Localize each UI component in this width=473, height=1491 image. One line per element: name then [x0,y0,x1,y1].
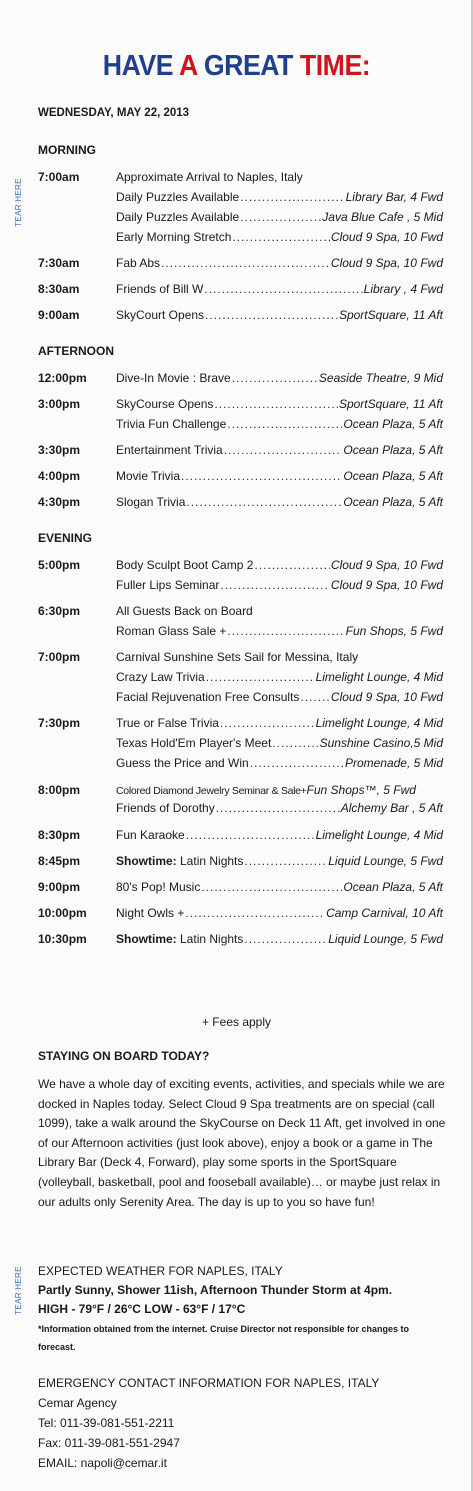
event-row: Crazy Law Trivia ..... Limelight Lounge, 4 Mid [116,670,443,684]
event-row: Body Sculpt Boot Camp 2 ..... Cloud 9 Spa, 10 Fwd [116,558,443,572]
event-row: Fun Karaoke ..... Limelight Lounge, 4 Mid [116,828,443,842]
emergency-tel: Tel: 011-39-081-551-2211 [38,1416,175,1430]
event-row: Colored Diamond Jewelry Seminar & Sale+ Fun Shops™, 5 Fwd [116,783,416,797]
event-row: Night Owls + ..... Camp Carnival, 10 Aft [116,906,443,920]
event-row: Facial Rejuvenation Free Consults ..... Cloud 9 Spa, 10 Fwd [116,690,443,704]
time-label: 10:30pm [38,932,87,946]
event-row: SkyCourse Opens ..... SportSquare, 11 Aft [116,397,443,411]
event-row: SkyCourt Opens ..... SportSquare, 11 Aft [116,308,443,322]
section-afternoon: AFTERNOON [38,344,114,358]
schedule-date: WEDNESDAY, MAY 22, 2013 [38,107,190,119]
time-label: 9:00am [38,308,80,322]
section-evening: EVENING [38,531,93,545]
event-row: Showtime: Latin Nights ..... Liquid Lounge, 5 Fwd [116,854,443,868]
weather-heading: EXPECTED WEATHER FOR NAPLES, ITALY [38,1264,283,1278]
emergency-heading: EMERGENCY CONTACT INFORMATION FOR NAPLES, ITALY [38,1376,380,1390]
event-row: Early Morning Stretch ..... Cloud 9 Spa, 10 Fwd [116,230,443,244]
time-label: 8:30pm [38,828,81,842]
title-part-time: TIME: [299,50,371,82]
emergency-email: EMAIL: napoli@cemar.it [38,1456,167,1470]
event-row: Fab Abs ..... Cloud 9 Spa, 10 Fwd [116,256,443,270]
event-row: Fuller Lips Seminar ..... Cloud 9 Spa, 10 Fwd [116,578,443,592]
time-label: 10:00pm [38,906,87,920]
title-part-great: GREAT [203,50,300,82]
time-label: 12:00pm [38,371,87,385]
event-row: Guess the Price and Win ..... Promenade, 5 Mid [116,756,443,770]
tear-here-label-top: TEAR HERE [13,178,23,227]
event-row: Showtime: Latin Nights ..... Liquid Lounge, 5 Fwd [116,932,443,946]
event-row: 80's Pop! Music ..... Ocean Plaza, 5 Aft [116,880,443,894]
staying-paragraph: We have a whole day of exciting events, activities, and specials while we are docked in Naples today. Select Cloud 9 Spa treatments are on special (call 1099), take a walk around the SkyCourse on Deck 11 Aft, get involved in one of our Afternoon activities (just look above), enjoy a book or a game in The Library Bar (Deck 4, Forward), play some sports in the SportSquare (volleyball, basketball, pool and fooseball available)… or maybe just relax in our adults only Serenity Area. The day is up to you so have fun! [38,1077,446,1209]
weather-temps: HIGH - 79°F / 26°C LOW - 63°F / 17°C [38,1302,246,1316]
page-title [19,50,454,83]
event-row: Entertainment Trivia ..... Ocean Plaza, 5 Aft [116,443,443,457]
time-label: 8:00pm [38,783,81,797]
title-part-have: HAVE [102,50,180,82]
section-morning: MORNING [38,143,96,157]
time-label: 4:30pm [38,495,81,509]
weather-disclaimer: *Information obtained from the internet. Cruise Director not responsible for changes to forecast. [38,1324,410,1352]
event-row: Carnival Sunshine Sets Sail for Messina, Italy [116,650,359,664]
time-label: 9:00pm [38,880,81,894]
event-row: Roman Glass Sale + ..... Fun Shops, 5 Fwd [116,624,443,638]
time-label: 7:00pm [38,650,81,664]
time-label: 3:00pm [38,397,81,411]
time-label: 6:30pm [38,604,81,618]
title-part-a: A [179,50,204,82]
emergency-agency: Cemar Agency [38,1396,117,1410]
event-row: Daily Puzzles Available ..... Java Blue Cafe , 5 Mid [116,210,443,224]
event-row: Texas Hold'Em Player's Meet ..... Sunshine Casino,5 Mid [116,736,443,750]
event-row: All Guests Back on Board [116,604,253,618]
event-row: Daily Puzzles Available ..... Library Bar, 4 Fwd [116,190,443,204]
event-row: Friends of Dorothy ..... Alchemy Bar , 5 Aft [116,801,443,815]
event-row: Movie Trivia ..... Ocean Plaza, 5 Aft [116,469,443,483]
tear-here-label-bottom: TEAR HERE [13,1266,23,1315]
weather-forecast: Partly Sunny, Shower 11ish, Afternoon Thunder Storm at 4pm. [38,1283,393,1297]
time-label: 7:30am [38,256,80,270]
time-label: 5:00pm [38,558,81,572]
time-label: 7:30pm [38,716,81,730]
event-row: Slogan Trivia ..... Ocean Plaza, 5 Aft [116,495,443,509]
time-label: 3:30pm [38,443,81,457]
time-label: 8:30am [38,282,80,296]
staying-heading: STAYING ON BOARD TODAY? [38,1049,210,1063]
time-label: 7:00am [38,170,80,184]
event-row: Dive-In Movie : Brave ..... Seaside Theatre, 9 Mid [116,371,443,385]
event-row: Friends of Bill W ..... Library , 4 Fwd [116,282,443,296]
event-row: Approximate Arrival to Naples, Italy [116,170,303,184]
event-row: True or False Trivia ..... Limelight Lounge, 4 Mid [116,716,443,730]
time-label: 8:45pm [38,854,81,868]
emergency-fax: Fax: 011-39-081-551-2947 [38,1436,180,1450]
event-row: Trivia Fun Challenge ..... Ocean Plaza, 5 Aft [116,417,443,431]
fees-note: + Fees apply [201,1015,272,1029]
time-label: 4:00pm [38,469,81,483]
